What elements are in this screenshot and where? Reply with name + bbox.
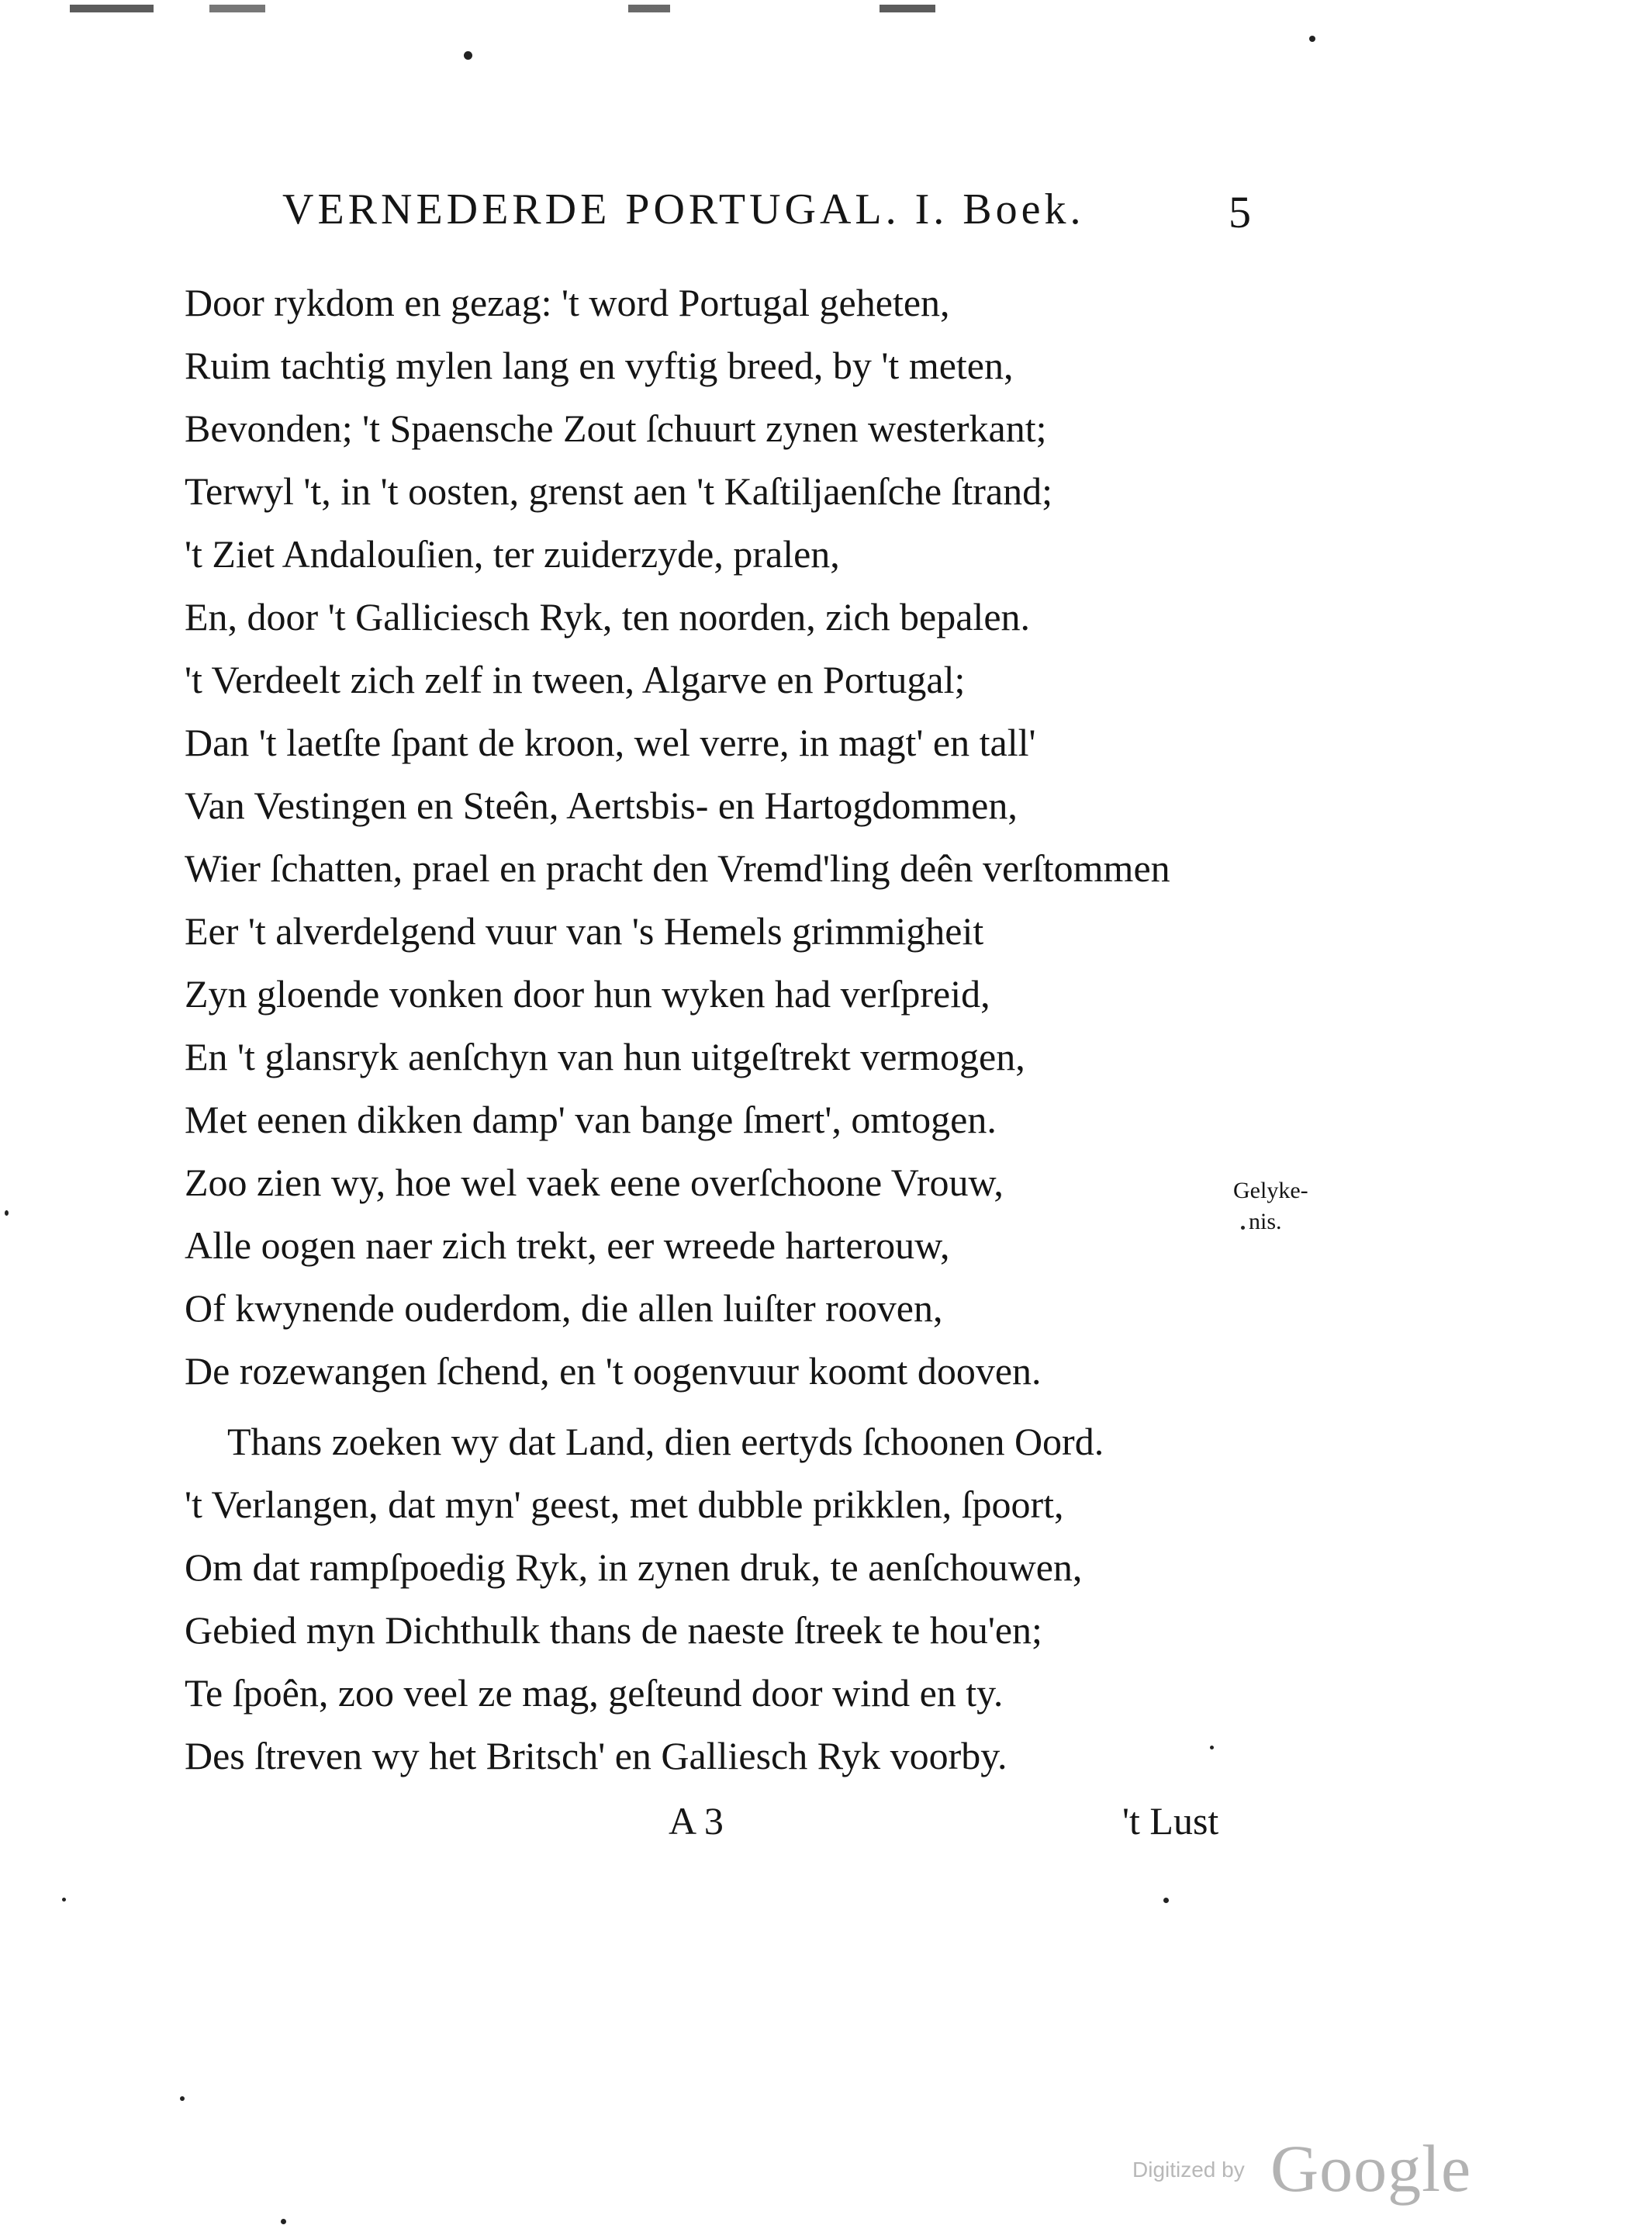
- verse-line: Of kwynende ouderdom, die allen luiſter rooven,: [185, 1286, 943, 1330]
- verse-line: Des ſtreven wy het Britsch' en Galliesch Ryk voorby.: [185, 1734, 1007, 1777]
- verse-line: Eer 't alverdelgend vuur van 's Hemels grimmigheit: [185, 909, 984, 953]
- verse-line: Ruim tachtig mylen lang en vyftig breed, by 't meten,: [185, 344, 1014, 387]
- verse-line: Van Vestingen en Steên, Aertsbis- en Hartogdommen,: [185, 784, 1018, 827]
- verse-line: Terwyl 't, in 't oosten, grenst aen 't Kaſtiljaenſche ſtrand;: [185, 469, 1053, 513]
- verse-line: Te ſpoên, zoo veel ze mag, geſteund door wind en ty.: [185, 1671, 1004, 1715]
- verse-line: Wier ſchatten, prael en pracht den Vremd'ling deên verſtommen: [185, 846, 1170, 890]
- ink-speck: [281, 2219, 286, 2224]
- verse-line: Alle oogen naer zich trekt, eer wreede harterouw,: [185, 1223, 950, 1267]
- verse-line: En, door 't Galliciesch Ryk, ten noorden, zich bepalen.: [185, 595, 1031, 638]
- margin-note-line: Gelyke-: [1233, 1178, 1308, 1203]
- catchword: 't Lust: [1122, 1799, 1219, 1843]
- verse-line: De rozewangen ſchend, en 't oogenvuur koomt dooven.: [185, 1349, 1042, 1393]
- verse-line: Dan 't laetſte ſpant de kroon, wel verre, in magt' en tall': [185, 721, 1036, 764]
- ink-speck: [1309, 36, 1315, 42]
- verse-line: 't Verdeelt zich zelf in tween, Algarve en Portugal;: [185, 658, 966, 701]
- verse-line: Bevonden; 't Spaensche Zout ſchuurt zynen westerkant;: [185, 407, 1047, 450]
- verse-line: En 't glansryk aenſchyn van hun uitgeſtrekt vermogen,: [185, 1035, 1025, 1078]
- verse-line: 't Ziet Andalouſien, ter zuiderzyde, pralen,: [185, 532, 840, 576]
- ink-speck: [180, 2096, 185, 2101]
- running-head: VERNEDERDE PORTUGAL. I. Boek.: [282, 185, 1085, 234]
- signature-mark: A 3: [669, 1799, 724, 1843]
- digitized-watermark: [1132, 2130, 1474, 2206]
- ink-speck: [1163, 1898, 1169, 1903]
- page-number: 5: [1229, 187, 1251, 237]
- page-footer: [669, 1798, 1250, 1853]
- margin-note-line: nis.: [1249, 1209, 1282, 1234]
- ink-speck: [5, 1210, 9, 1216]
- verse-line: Om dat rampſpoedig Ryk, in zynen druk, te aenſchouwen,: [185, 1545, 1083, 1589]
- verse-line: Door rykdom en gezag: 't word Portugal geheten,: [185, 281, 950, 324]
- verse-line: Gebied myn Dichthulk thans de naeste ſtreek te hou'en;: [185, 1608, 1042, 1652]
- ink-speck: [62, 1898, 66, 1902]
- google-logo: Google: [1270, 2131, 1472, 2206]
- verse-line: 't Verlangen, dat myn' geest, met dubble prikklen, ſpoort,: [185, 1483, 1064, 1526]
- ink-speck: [464, 51, 472, 60]
- margin-note: [1233, 1175, 1342, 1237]
- verse-line: Zoo zien wy, hoe wel vaek eene overſchoone Vrouw,: [185, 1161, 1004, 1204]
- top-edge-rule: [70, 5, 1466, 12]
- verse-line: Met eenen dikken damp' van bange ſmert', omtogen.: [185, 1098, 997, 1141]
- verse-line: Thans zoeken wy dat Land, dien eertyds ſchoonen Oord.: [227, 1420, 1104, 1463]
- page-header: [282, 185, 1260, 239]
- poem-text: [185, 272, 1286, 1787]
- verse-line: Zyn gloende vonken door hun wyken had verſpreid,: [185, 972, 990, 1016]
- watermark-caption: Digitized by: [1132, 2158, 1245, 2182]
- stanza-gap: [185, 1403, 1286, 1410]
